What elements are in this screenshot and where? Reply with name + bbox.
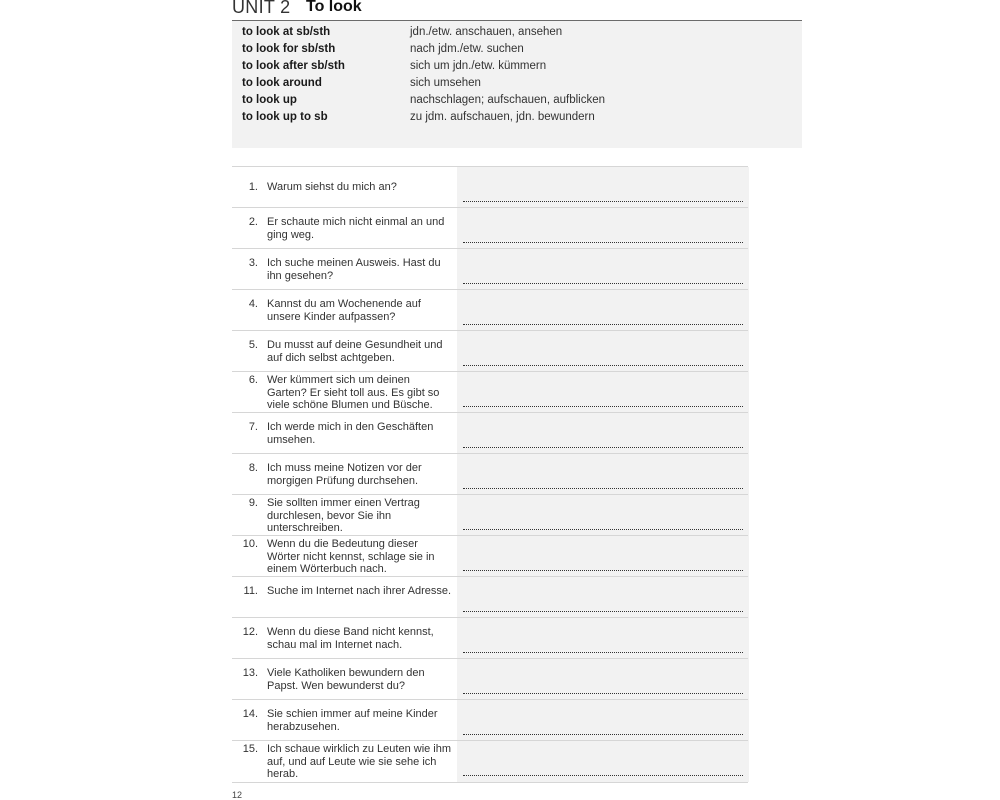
vocab-english: to look at sb/sth — [242, 26, 331, 38]
answer-field[interactable] — [456, 372, 749, 413]
exercise-prompt: Ich werde mich in den Geschäften umsehen. — [267, 421, 434, 446]
page-number: 12 — [232, 790, 243, 800]
vocab-row — [242, 58, 792, 75]
exercise-prompt: Ich suche meinen Ausweis. Hast du ihn gesehen? — [267, 257, 441, 282]
vocab-row — [242, 41, 792, 58]
vocab-german: sich um jdn./etw. kümmern — [410, 60, 547, 72]
vocab-row — [242, 24, 792, 41]
exercise-number: 11. — [243, 585, 258, 597]
vocab-row — [242, 109, 792, 126]
exercise-row — [232, 576, 748, 618]
exercise-number: 4. — [248, 298, 258, 310]
answer-field[interactable] — [456, 413, 749, 454]
page-header — [232, 0, 802, 21]
exercise-number: 2. — [248, 216, 258, 228]
exercise-row — [232, 371, 748, 413]
answer-field[interactable] — [456, 618, 749, 659]
answer-field[interactable] — [456, 290, 749, 331]
vocab-english: to look up to sb — [242, 111, 328, 123]
exercise-prompt: Viele Katholiken bewundern den Papst. Wen bewunderst du? — [267, 667, 425, 692]
answer-line — [463, 652, 743, 653]
vocab-german: nachschlagen; aufschauen, aufblicken — [410, 94, 606, 106]
answer-line — [463, 529, 743, 530]
answer-line — [463, 488, 743, 489]
vocab-english: to look for sb/sth — [242, 43, 336, 55]
answer-line — [463, 447, 743, 448]
answer-field[interactable] — [456, 331, 749, 372]
answer-line — [463, 201, 743, 202]
exercise-row — [232, 289, 748, 331]
exercise-row — [232, 453, 748, 495]
exercise-prompt: Kannst du am Wochenende auf unsere Kinder aufpassen? — [267, 298, 421, 323]
exercise-prompt: Ich muss meine Notizen vor der morgigen Prüfung durchsehen. — [267, 462, 422, 487]
exercise-prompt: Er schaute mich nicht einmal an und ging weg. — [267, 216, 445, 241]
exercise-prompt: Du musst auf deine Gesundheit und auf dich selbst achtgeben. — [267, 339, 443, 364]
exercise-row — [232, 248, 748, 290]
answer-line — [463, 734, 743, 735]
answer-field[interactable] — [456, 659, 749, 700]
answer-line — [463, 324, 743, 325]
vocab-german: zu jdm. aufschauen, jdn. bewundern — [410, 111, 595, 123]
exercise-prompt: Suche im Internet nach ihrer Adresse. — [267, 585, 452, 597]
answer-line — [463, 570, 743, 571]
answer-line — [463, 365, 743, 366]
exercise-number: 3. — [248, 257, 258, 269]
exercise-row — [232, 658, 748, 700]
exercise-number: 8. — [248, 462, 258, 474]
exercise-number: 10. — [242, 538, 258, 550]
answer-line — [463, 775, 743, 776]
answer-field[interactable] — [456, 741, 749, 782]
answer-field[interactable] — [456, 577, 749, 618]
answer-line — [463, 406, 743, 407]
answer-line — [463, 693, 743, 694]
vocab-english: to look after sb/sth — [242, 60, 345, 72]
answer-field[interactable] — [456, 495, 749, 536]
exercise-number: 6. — [248, 374, 258, 386]
exercise-number: 15. — [242, 743, 258, 755]
exercise-number: 12. — [242, 626, 258, 638]
exercise-number: 9. — [248, 497, 258, 509]
exercise-prompt: Sie sollten immer einen Vertrag durchlesen, bevor Sie ihn unterschreiben. — [267, 497, 420, 534]
exercise-row — [232, 699, 748, 741]
vocabulary-box — [232, 21, 802, 148]
answer-field[interactable] — [456, 536, 749, 577]
answer-field[interactable] — [456, 208, 749, 249]
exercise-number: 5. — [248, 339, 258, 351]
exercise-prompt: Sie schien immer auf meine Kinder herabzusehen. — [267, 708, 438, 733]
unit-title: To look — [306, 0, 362, 15]
answer-field[interactable] — [456, 167, 749, 208]
exercise-row — [232, 207, 748, 249]
unit-number: UNIT 2 — [232, 0, 291, 17]
exercise-number: 14. — [242, 708, 258, 720]
answer-line — [463, 242, 743, 243]
vocab-english: to look around — [242, 77, 322, 89]
vocab-german: sich umsehen — [410, 77, 481, 89]
vocab-german: nach jdm./etw. suchen — [410, 43, 524, 55]
exercise-prompt: Wenn du diese Band nicht kennst, schau mal im Internet nach. — [267, 626, 434, 651]
answer-line — [463, 283, 743, 284]
answer-field[interactable] — [456, 454, 749, 495]
exercise-prompt: Warum siehst du mich an? — [267, 181, 397, 193]
exercise-prompt: Wenn du die Bedeutung dieser Wörter nicht kennst, schlage sie in einem Wörterbuch nach. — [267, 538, 435, 575]
exercise-number: 1. — [248, 181, 258, 193]
exercise-row — [232, 535, 748, 577]
vocab-german: jdn./etw. anschauen, ansehen — [410, 26, 563, 38]
exercise-row — [232, 166, 748, 208]
vocab-row — [242, 75, 792, 92]
answer-field[interactable] — [456, 249, 749, 290]
exercise-number: 7. — [248, 421, 258, 433]
exercise-prompt: Wer kümmert sich um deinen Garten? Er sieht toll aus. Es gibt so viele schöne Blumen und Büsche. — [267, 374, 440, 411]
exercise-prompt: Ich schaue wirklich zu Leuten wie ihm auf, und auf Leute wie sie sehe ich herab. — [267, 743, 452, 780]
exercise-number: 13. — [242, 667, 258, 679]
exercise-row — [232, 494, 748, 536]
vocab-english: to look up — [242, 94, 297, 106]
exercise-row — [232, 740, 748, 783]
exercise-row — [232, 330, 748, 372]
exercise-row — [232, 617, 748, 659]
answer-field[interactable] — [456, 700, 749, 741]
vocab-row — [242, 92, 792, 109]
exercise-row — [232, 412, 748, 454]
answer-line — [463, 611, 743, 612]
